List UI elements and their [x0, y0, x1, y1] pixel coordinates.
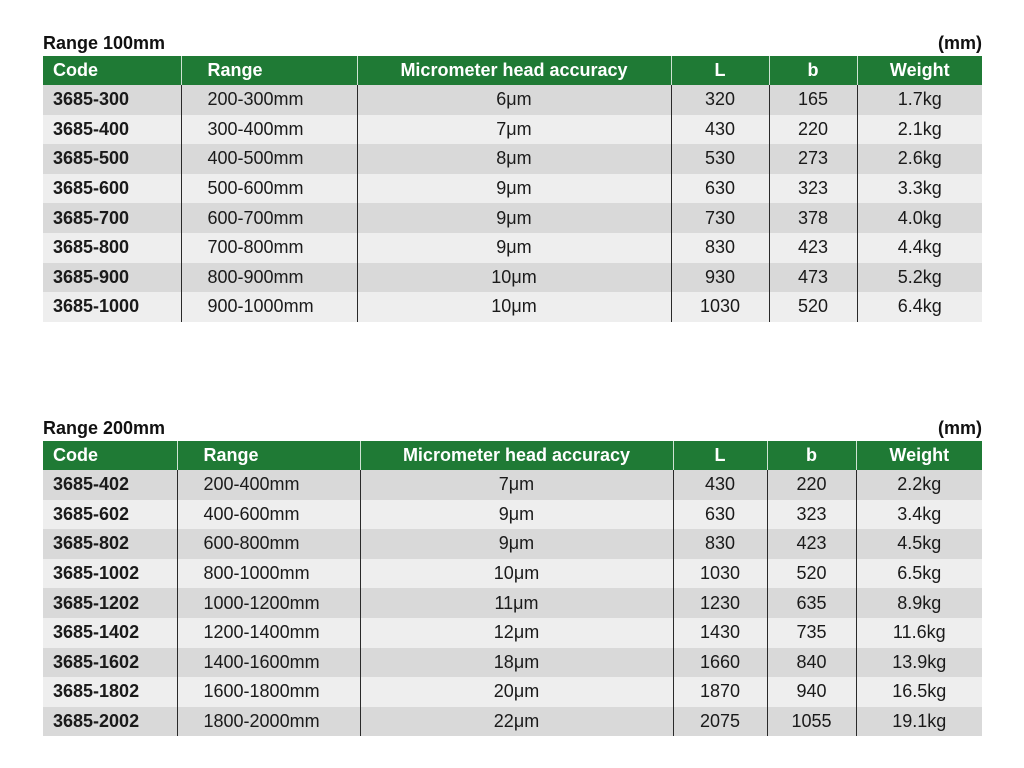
- cell-weight: 4.5kg: [897, 533, 942, 554]
- cell-range: 1200-1400mm: [177, 618, 360, 648]
- unit-label: (mm): [938, 33, 982, 53]
- spec-table-block-2: [43, 415, 982, 736]
- column-header-weight: Weight: [889, 60, 950, 80]
- cell-b: 323: [767, 500, 856, 530]
- table-row: [43, 529, 982, 559]
- cell-weight: 8.9kg: [897, 592, 942, 613]
- cell-range: 500-600mm: [181, 174, 357, 204]
- cell-l: 320: [671, 85, 769, 115]
- cell-l: 430: [673, 470, 767, 500]
- cell-accuracy: 10μm: [357, 292, 671, 322]
- cell-b: 940: [767, 677, 856, 707]
- cell-code: 3685-500: [43, 144, 181, 174]
- cell-accuracy: 18μm: [360, 648, 673, 678]
- column-header-l: L: [671, 56, 769, 85]
- table-row: [43, 174, 982, 204]
- unit-label: (mm): [938, 418, 982, 438]
- cell-weight: 4.4kg: [897, 237, 942, 258]
- table-row: [43, 559, 982, 589]
- cell-accuracy: 10μm: [357, 263, 671, 293]
- spec-table-range-100mm: [43, 56, 982, 322]
- column-header-weight: Weight: [889, 445, 950, 465]
- cell-code: 3685-1602: [43, 648, 177, 678]
- table-row: [43, 115, 982, 145]
- cell-l: 1230: [673, 588, 767, 618]
- cell-range: 700-800mm: [181, 233, 357, 263]
- cell-code: 3685-400: [43, 115, 181, 145]
- table-row: [43, 470, 982, 500]
- cell-l: 530: [671, 144, 769, 174]
- table-row: [43, 707, 982, 737]
- cell-b: 520: [767, 559, 856, 589]
- table-row: [43, 648, 982, 678]
- column-header-code: Code: [43, 56, 181, 85]
- cell-range: 200-400mm: [177, 470, 360, 500]
- cell-accuracy: 8μm: [357, 144, 671, 174]
- table-row: [43, 144, 982, 174]
- spec-table-range-200mm: [43, 441, 982, 736]
- cell-range: 800-900mm: [181, 263, 357, 293]
- cell-l: 630: [673, 500, 767, 530]
- cell-weight: 3.4kg: [897, 503, 942, 524]
- cell-code: 3685-602: [43, 500, 177, 530]
- cell-code: 3685-1000: [43, 292, 181, 322]
- cell-weight: 19.1kg: [892, 711, 947, 732]
- cell-accuracy: 10μm: [360, 559, 673, 589]
- cell-code: 3685-1002: [43, 559, 177, 589]
- cell-range: 1400-1600mm: [177, 648, 360, 678]
- cell-code: 3685-700: [43, 203, 181, 233]
- cell-code: 3685-900: [43, 263, 181, 293]
- cell-range: 600-800mm: [177, 529, 360, 559]
- cell-code: 3685-300: [43, 85, 181, 115]
- column-header-accuracy: Micrometer head accuracy: [360, 441, 673, 470]
- cell-accuracy: 7μm: [357, 115, 671, 145]
- cell-range: 300-400mm: [181, 115, 357, 145]
- cell-l: 830: [673, 529, 767, 559]
- spec-table-block-1: [43, 30, 982, 322]
- cell-l: 1030: [671, 292, 769, 322]
- cell-weight: 4.0kg: [897, 207, 942, 228]
- cell-weight: 2.1kg: [897, 118, 942, 139]
- cell-accuracy: 12μm: [360, 618, 673, 648]
- cell-l: 630: [671, 174, 769, 204]
- table-header-row: [43, 441, 982, 470]
- cell-accuracy: 6μm: [357, 85, 671, 115]
- cell-code: 3685-800: [43, 233, 181, 263]
- table-row: [43, 263, 982, 293]
- cell-code: 3685-1202: [43, 588, 177, 618]
- cell-b: 473: [769, 263, 857, 293]
- table-title: Range 100mm: [43, 33, 166, 53]
- cell-range: 1600-1800mm: [177, 677, 360, 707]
- table-header-row: [43, 56, 982, 85]
- column-header-b: b: [767, 441, 856, 470]
- cell-b: 423: [767, 529, 856, 559]
- cell-accuracy: 9μm: [357, 203, 671, 233]
- cell-range: 1800-2000mm: [177, 707, 360, 737]
- cell-l: 1870: [673, 677, 767, 707]
- cell-b: 165: [769, 85, 857, 115]
- cell-b: 1055: [767, 707, 856, 737]
- cell-weight: 5.2kg: [897, 266, 942, 287]
- cell-weight: 6.4kg: [897, 296, 942, 317]
- cell-weight: 6.5kg: [897, 563, 942, 584]
- cell-code: 3685-1402: [43, 618, 177, 648]
- table-row: [43, 292, 982, 322]
- cell-range: 800-1000mm: [177, 559, 360, 589]
- cell-weight: 3.3kg: [897, 178, 942, 199]
- cell-b: 220: [769, 115, 857, 145]
- cell-l: 1030: [673, 559, 767, 589]
- table-row: [43, 203, 982, 233]
- table-title: Range 200mm: [43, 418, 166, 438]
- table-row: [43, 233, 982, 263]
- table-row: [43, 500, 982, 530]
- cell-weight: 2.6kg: [897, 148, 942, 169]
- cell-code: 3685-802: [43, 529, 177, 559]
- table-heading-row: [43, 415, 982, 441]
- column-header-code: Code: [43, 441, 177, 470]
- cell-l: 2075: [673, 707, 767, 737]
- cell-accuracy: 9μm: [357, 174, 671, 204]
- column-header-accuracy: Micrometer head accuracy: [357, 56, 671, 85]
- table-row: [43, 677, 982, 707]
- column-header-b: b: [769, 56, 857, 85]
- cell-range: 400-500mm: [181, 144, 357, 174]
- cell-b: 520: [769, 292, 857, 322]
- cell-b: 423: [769, 233, 857, 263]
- table-row: [43, 618, 982, 648]
- cell-l: 1660: [673, 648, 767, 678]
- cell-accuracy: 20μm: [360, 677, 673, 707]
- cell-range: 1000-1200mm: [177, 588, 360, 618]
- cell-accuracy: 9μm: [357, 233, 671, 263]
- cell-weight: 2.2kg: [897, 474, 942, 495]
- column-header-range: Range: [177, 441, 360, 470]
- cell-range: 400-600mm: [177, 500, 360, 530]
- cell-accuracy: 11μm: [360, 588, 673, 618]
- cell-l: 930: [671, 263, 769, 293]
- table-row: [43, 588, 982, 618]
- cell-l: 730: [671, 203, 769, 233]
- table-heading-row: [43, 30, 982, 56]
- cell-code: 3685-2002: [43, 707, 177, 737]
- cell-b: 840: [767, 648, 856, 678]
- column-header-l: L: [673, 441, 767, 470]
- cell-b: 220: [767, 470, 856, 500]
- cell-l: 1430: [673, 618, 767, 648]
- cell-code: 3685-1802: [43, 677, 177, 707]
- cell-b: 273: [769, 144, 857, 174]
- cell-accuracy: 22μm: [360, 707, 673, 737]
- cell-range: 600-700mm: [181, 203, 357, 233]
- cell-accuracy: 9μm: [360, 500, 673, 530]
- cell-weight: 11.6kg: [892, 622, 946, 643]
- cell-code: 3685-600: [43, 174, 181, 204]
- cell-accuracy: 7μm: [360, 470, 673, 500]
- column-header-range: Range: [181, 56, 357, 85]
- cell-b: 635: [767, 588, 856, 618]
- cell-l: 430: [671, 115, 769, 145]
- table-row: [43, 85, 982, 115]
- cell-b: 378: [769, 203, 857, 233]
- cell-code: 3685-402: [43, 470, 177, 500]
- cell-weight: 1.7kg: [897, 89, 942, 110]
- cell-b: 735: [767, 618, 856, 648]
- cell-weight: 13.9kg: [892, 651, 947, 672]
- cell-range: 200-300mm: [181, 85, 357, 115]
- cell-weight: 16.5kg: [892, 681, 947, 702]
- cell-b: 323: [769, 174, 857, 204]
- cell-accuracy: 9μm: [360, 529, 673, 559]
- cell-l: 830: [671, 233, 769, 263]
- cell-range: 900-1000mm: [181, 292, 357, 322]
